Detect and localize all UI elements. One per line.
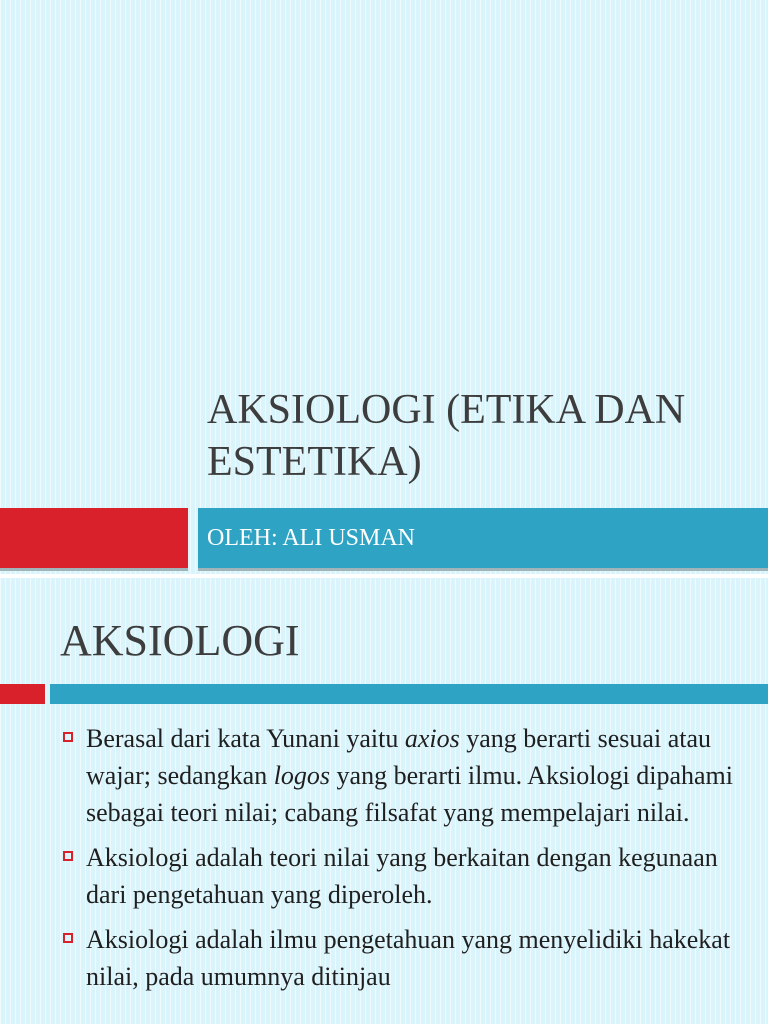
bullet-item — [62, 720, 752, 831]
hollow-square-bullet-icon — [63, 851, 73, 861]
hollow-square-bullet-icon — [63, 732, 73, 742]
bullet-item — [62, 921, 752, 995]
bullet-list — [62, 720, 752, 1003]
blue-accent-bar — [50, 684, 768, 704]
bullet-text: Berasal dari kata Yunani yaitu — [86, 724, 405, 753]
blue-bar-shadow — [198, 568, 768, 571]
italic-term: axios — [404, 724, 460, 753]
bullet-text: yang berarti sesuai atau wajar; sedangkan — [86, 724, 711, 790]
bullet-text: Aksiologi adalah ilmu pengetahuan yang menyelidiki hakekat nilai, pada umumnya ditinjau — [86, 925, 731, 991]
bullet-text: yang berarti ilmu. Aksiologi dipahami sebagai teori nilai; cabang filsafat yang mempelajari nilai. — [86, 761, 733, 827]
bullet-text: Aksiologi adalah teori nilai yang berkaitan dengan kegunaan dari pengetahuan yang diperoleh. — [86, 843, 718, 909]
content-title: AKSIOLOGI — [60, 616, 300, 665]
hollow-square-bullet-icon — [63, 933, 73, 943]
red-accent-bar — [0, 508, 188, 568]
red-bar-shadow — [0, 568, 188, 571]
content-slide — [0, 578, 768, 1024]
italic-term: logos — [273, 761, 331, 790]
slide-title: AKSIOLOGI (ETIKA DAN ESTETIKA) — [207, 387, 686, 485]
bullet-item — [62, 839, 752, 913]
red-accent-bar — [0, 684, 45, 704]
slide-subtitle: OLEH: ALI USMAN — [207, 525, 415, 551]
